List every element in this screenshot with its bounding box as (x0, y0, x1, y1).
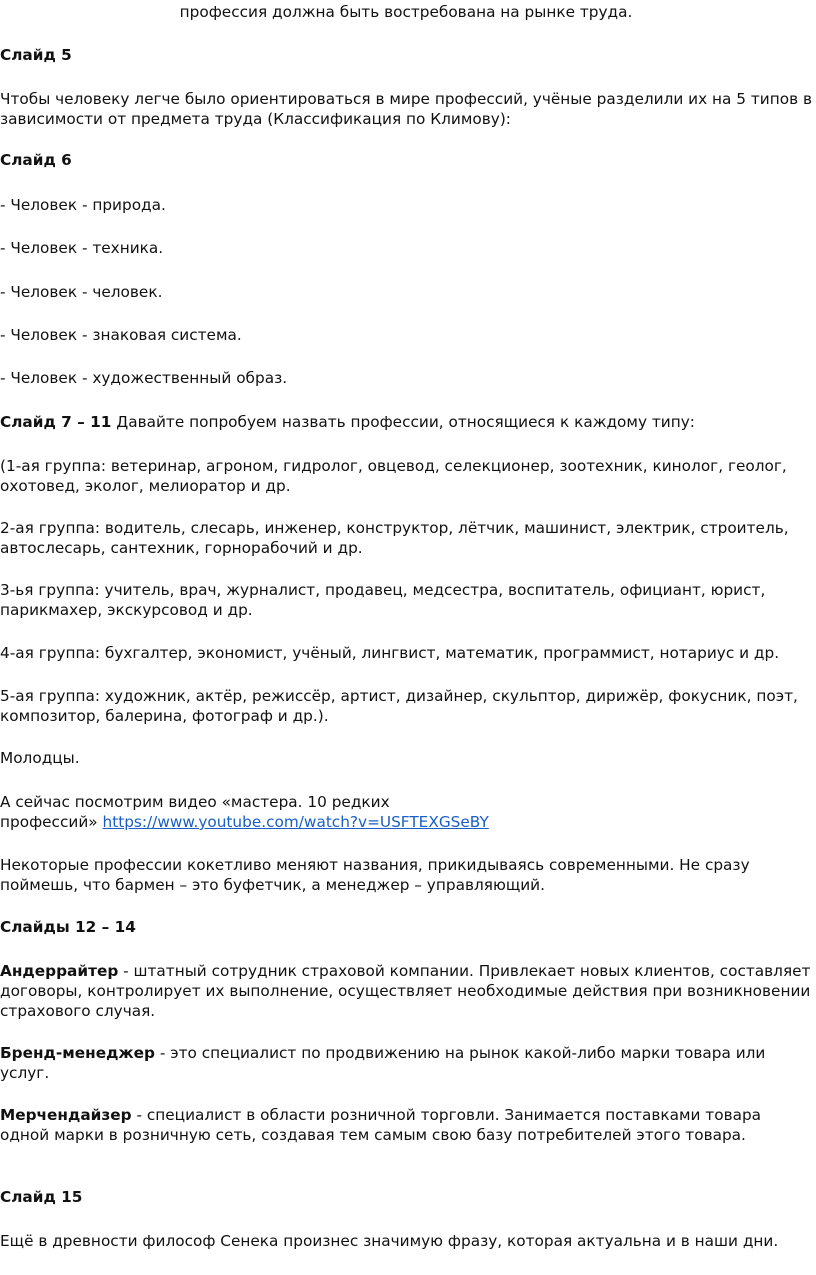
merchandiser-paragraph (0, 1105, 812, 1145)
group-5-paragraph: 5-ая группа: художник, актёр, режиссёр, артист, дизайнер, скульптор, дирижёр, фокусник, поэт, композитор, балерина, фотограф и др.). (0, 687, 798, 725)
group-3-paragraph: 3-ья группа: учитель, врач, журналист, продавец, медсестра, воспитатель, официант, юрист, парикмахер, экскурсовод и др. (0, 581, 766, 619)
slide-5-paragraph: Чтобы человеку легче было ориентироваться в мире профессий, учёные разделили их на 5 типов в зависимости от предмета труда (Классификация по Климову): (0, 90, 812, 128)
video-text-line-2: профессий» (0, 813, 103, 831)
merchandiser-term: Мерчендайзер (0, 1106, 132, 1124)
slide-7-text: Давайте попробуем назвать профессии, относящиеся к каждому типу: (111, 413, 695, 431)
slide-7-heading: Слайд 7 – 11 (0, 413, 112, 431)
brand-manager-definition: - это специалист по продвижению на рынок какой-либо марки товара или услуг. (0, 1044, 766, 1082)
slide-6-heading: Слайд 6 (0, 151, 72, 169)
youtube-link[interactable]: https://www.youtube.com/watch?v=USFTEXGSeBY (102, 813, 489, 831)
underwriter-term: Андеррайтер (0, 962, 119, 980)
group-4-paragraph: 4-ая группа: бухгалтер, экономист, учёный, лингвист, математик, программист, нотариус и др. (0, 644, 780, 662)
brand-manager-term: Бренд-менеджер (0, 1044, 155, 1062)
type-item-technology: - Человек - техника. (0, 239, 164, 257)
slide-15-heading: Слайд 15 (0, 1188, 83, 1206)
praise-line: Молодцы. (0, 749, 80, 767)
brand-manager-paragraph (0, 1043, 812, 1083)
video-text-line-1: А сейчас посмотрим видео «мастера. 10 редких (0, 793, 390, 811)
slide-7-paragraph (0, 412, 812, 432)
rename-paragraph: Некоторые профессии кокетливо меняют названия, прикидываясь современными. Не сразу поймешь, что бармен – это буфетчик, а менеджер – управляющий. (0, 856, 750, 894)
slide-5-heading: Слайд 5 (0, 46, 72, 64)
group-1-paragraph: (1-ая группа: ветеринар, агроном, гидролог, овцевод, селекционер, зоотехник, кинолог, геолог, охотовед, эколог, мелиоратор и др. (0, 457, 787, 495)
intro-line: профессия должна быть востребована на рынке труда. (179, 3, 633, 21)
slides-12-14-heading: Слайды 12 – 14 (0, 918, 136, 936)
type-item-artistic-image: - Человек - художественный образ. (0, 369, 288, 387)
video-paragraph (0, 792, 812, 832)
type-item-sign-system: - Человек - знаковая система. (0, 326, 242, 344)
underwriter-paragraph (0, 961, 812, 1021)
merchandiser-definition: - специалист в области розничной торговли. Занимается поставками товара одной марки в розничную сеть, создавая тем самым свою базу потребителей этого товара. (0, 1106, 762, 1144)
underwriter-definition: - штатный сотрудник страховой компании. Привлекает новых клиентов, составляет договоры, контролирует их выполнение, осуществляет необходимые действия при возникновении страхового случая. (0, 962, 811, 1020)
group-2-paragraph: 2-ая группа: водитель, слесарь, инженер, конструктор, лётчик, машинист, электрик, строитель, автослесарь, сантехник, горнорабочий и др. (0, 519, 789, 557)
type-item-human: - Человек - человек. (0, 283, 163, 301)
type-item-nature: - Человек - природа. (0, 196, 166, 214)
seneca-paragraph: Ещё в древности философ Сенека произнес значимую фразу, которая актуальна и в наши дни. (0, 1232, 779, 1250)
